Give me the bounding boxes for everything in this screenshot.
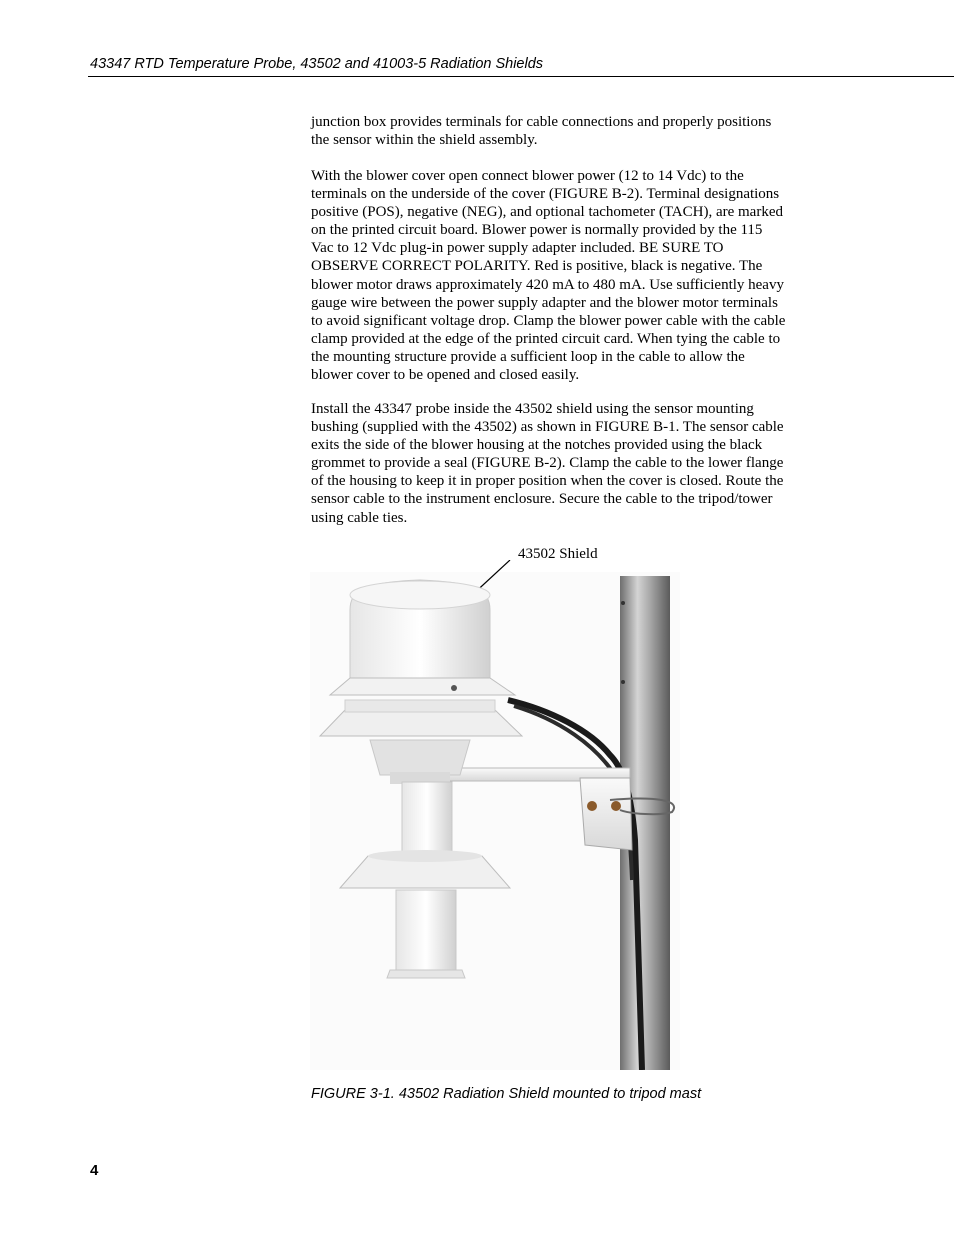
paragraph-text: Install the 43347 probe inside the 43502 shield using the sensor mounting bushing (supplied with the 43502) as shown in FIGURE B-1. The sensor cable exits the side of the blower housing at the notches provided using the black grommet to provide a seal (FIGURE B-2). Clamp the cable to the lower flange of the housing to keep it in proper position when the cover is closed. Route the sensor cable to the instrument enclosure. Secure the cable to the tripod/tower using cable ties. [311,401,784,526]
figure-caption: FIGURE 3-1. 43502 Radiation Shield mounted to tripod mast [311,1086,702,1102]
header-rule [88,76,954,77]
mounting-bracket [580,778,632,850]
shield-tube-lower [396,890,456,970]
shield-plate-top [330,678,515,695]
radiation-shield-photo [310,560,680,1070]
paragraph-blower-power [311,167,811,384]
paragraph-junction-box [311,113,811,149]
running-header: 43347 RTD Temperature Probe, 43502 and 41003-5 Radiation Shields [90,56,544,72]
paragraph-install-probe [311,400,811,527]
page-number: 4 [90,1162,99,1179]
shield-tube-upper [402,782,452,862]
paragraph-text: With the blower cover open connect blower power (12 to 14 Vdc) to the terminals on the underside of the cover (FIGURE B-2). Terminal designations positive (POS), negative (NEG), and optional tachometer (TACH), are marked on the printed circuit board. Blower power is normally provided by the 115 Vac to 12 Vdc plug-in power supply adapter included. BE SURE TO OBSERVE CORRECT POLARITY. Red is positive, black is negative. The blower motor draws approximately 420 mA to 480 mA. Use sufficiently heavy gauge wire between the power supply adapter and the blower motor terminals to avoid significant voltage drop. Clamp the blower power cable with the cable clamp provided at the edge of the printed circuit card. When tying the cable to the mounting structure provide a sufficient loop in the cable to allow the blower cover to be opened and closed easily. [311,168,786,384]
figure-callout-label: 43502 Shield [518,546,598,562]
shield-plate-middle [320,710,522,736]
paragraph-text: junction box provides terminals for cable connections and properly positions the sensor within the shield assembly. [311,114,772,149]
